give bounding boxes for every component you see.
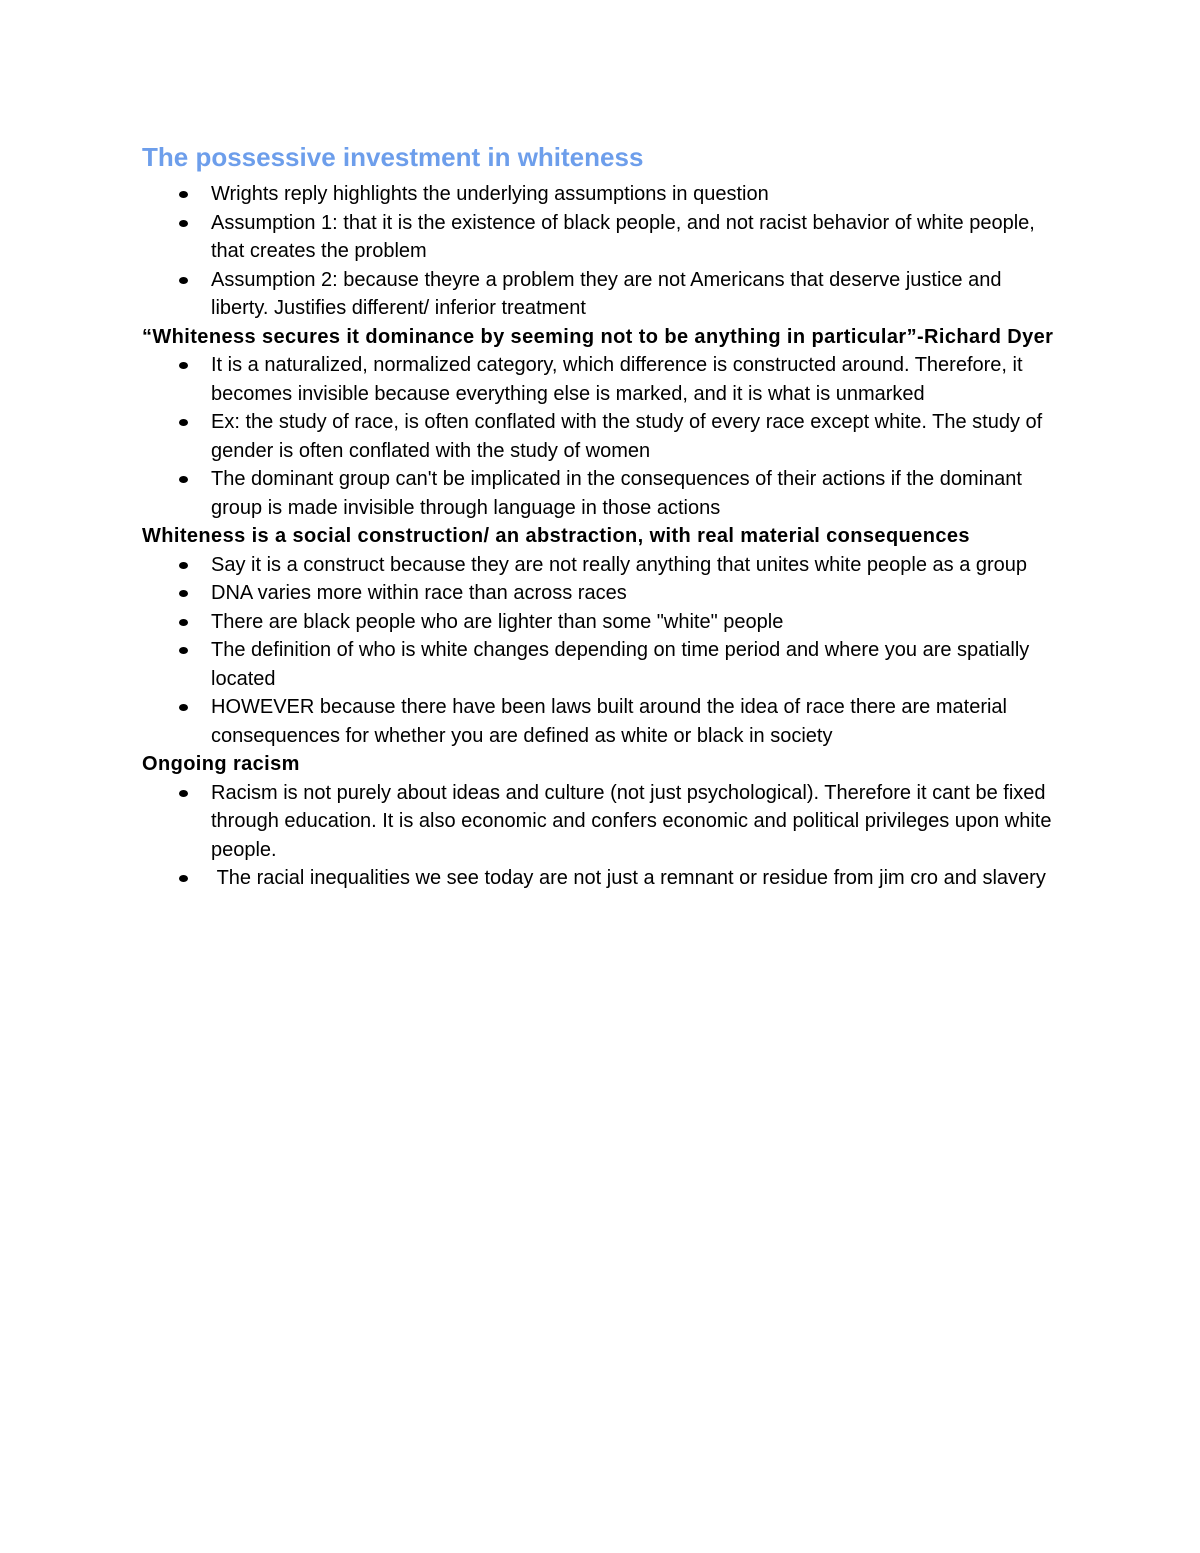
- bullet-icon: [179, 419, 188, 426]
- list-item-text: DNA varies more within race than across races: [211, 582, 627, 604]
- bullet-icon: [179, 362, 188, 369]
- list-item-text: Say it is a construct because they are not really anything that unites white people as a group: [211, 553, 1028, 576]
- document-title: The possessive investment in whiteness: [142, 142, 644, 172]
- list-item: [211, 864, 1062, 893]
- list-item: [211, 266, 1062, 323]
- list-item-text: Assumption 1: that it is the existence of black people, and not racist behavior of white people, that creates the problem: [211, 211, 1035, 262]
- section-heading-ongoing-racism: Ongoing racism: [142, 753, 300, 775]
- list-item-text: There are black people who are lighter than some "white" people: [211, 610, 784, 633]
- section-bullet-list: [142, 779, 1062, 893]
- list-item-text: It is a naturalized, normalized category, which difference is constructed around. Therefore, it becomes invisible because everything else is marked, and it is what is unmarked: [211, 354, 1023, 405]
- list-item: [211, 579, 1062, 608]
- bullet-icon: [179, 191, 188, 198]
- list-item-text: Racism is not purely about ideas and culture (not just psychological). Therefore it cant be fixed through education. It is also economic and confers economic and political privileges upon white people.: [211, 781, 1052, 861]
- list-item-text: HOWEVER because there have been laws built around the idea of race there are material consequences for whether you are defined as white or black in society: [211, 696, 1007, 747]
- list-item: [211, 608, 1062, 637]
- bullet-icon: [179, 277, 188, 284]
- list-item-text: The dominant group can't be implicated in the consequences of their actions if the dominant group is made invisible through language in those actions: [211, 468, 1022, 519]
- bullet-icon: [179, 619, 188, 626]
- list-item-text: The racial inequalities we see today are not just a remnant or residue from jim cro and slavery: [211, 867, 1046, 889]
- list-item: [211, 351, 1062, 408]
- bullet-icon: [179, 220, 188, 227]
- section-heading-dyer-quote: “Whiteness secures it dominance by seeming not to be anything in particular”-Richard Dyer: [142, 325, 1054, 348]
- section-bullet-list: [142, 551, 1062, 751]
- bullet-icon: [179, 562, 188, 569]
- section-heading-social-construction: Whiteness is a social construction/ an abstraction, with real material consequences: [142, 525, 970, 547]
- document-page: [142, 140, 1062, 893]
- list-item: [211, 693, 1062, 750]
- list-item-text: Ex: the study of race, is often conflated with the study of every race except white. The study of gender is often conflated with the study of women: [211, 411, 1043, 462]
- list-item: [211, 408, 1062, 465]
- list-item: [211, 551, 1062, 580]
- bullet-icon: [179, 590, 188, 597]
- bullet-icon: [179, 647, 188, 654]
- list-item: [211, 779, 1062, 865]
- bullet-icon: [179, 875, 188, 882]
- list-item-text: Assumption 2: because theyre a problem they are not Americans that deserve justice and liberty. Justifies different/ inferior treatment: [211, 268, 1002, 319]
- list-item-text: The definition of who is white changes depending on time period and where you are spatially located: [211, 639, 1030, 690]
- bullet-icon: [179, 476, 188, 483]
- bullet-icon: [179, 790, 188, 797]
- intro-bullet-list: [142, 180, 1062, 323]
- list-item: [211, 180, 1062, 209]
- list-item: [211, 465, 1062, 522]
- section-bullet-list: [142, 351, 1062, 522]
- list-item: [211, 209, 1062, 266]
- bullet-icon: [179, 704, 188, 711]
- list-item-text: Wrights reply highlights the underlying assumptions in question: [211, 183, 769, 205]
- list-item: [211, 636, 1062, 693]
